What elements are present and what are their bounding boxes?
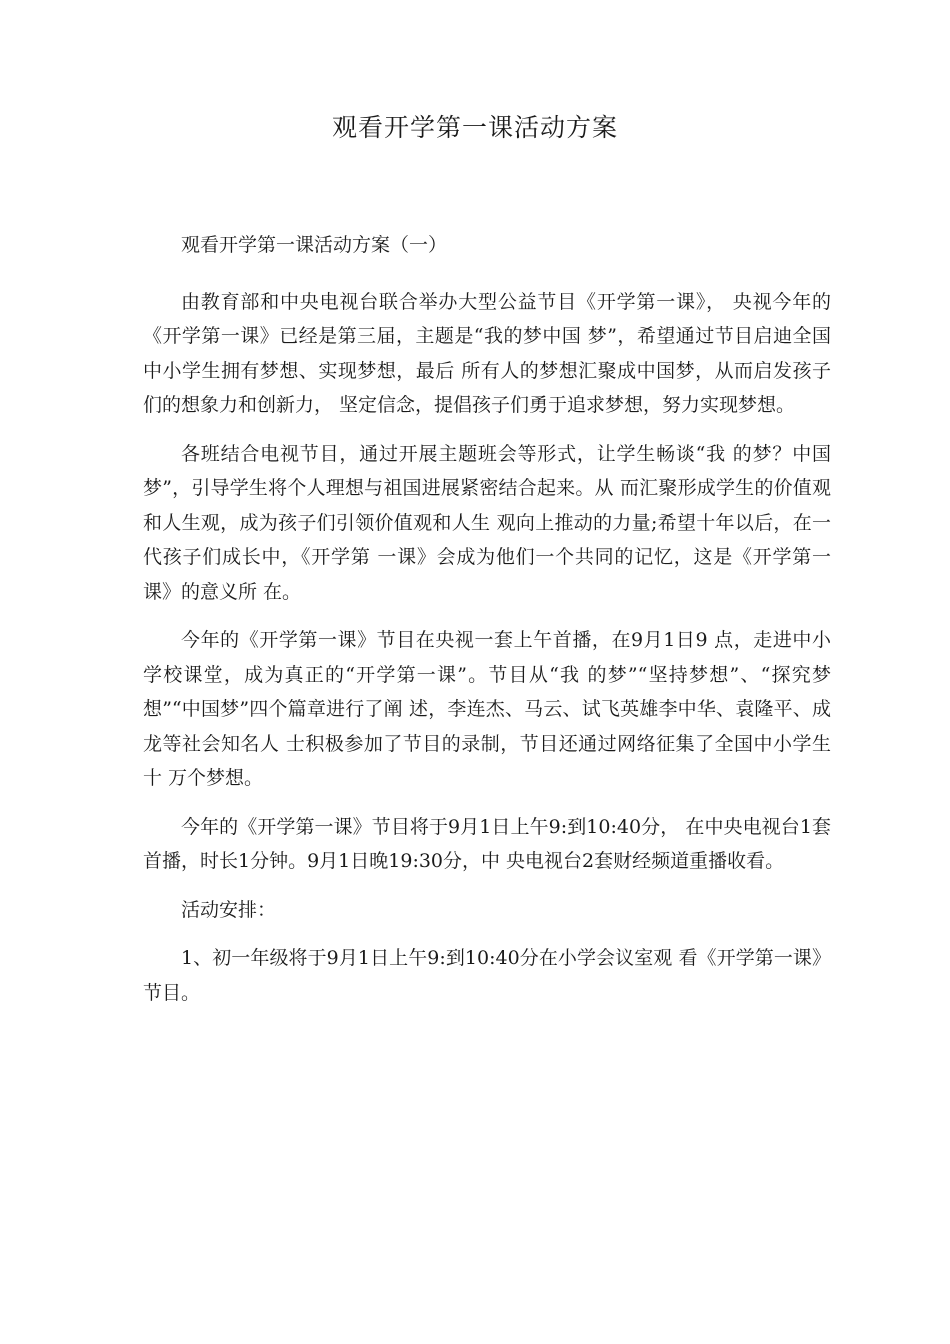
paragraph: 今年的《开学第一课》节目在央视一套上午首播，在9月1日9 点，走进中小学校课堂，成为真正的“开学第一课”。节目从“我 的梦”“坚持梦想”、“探究梦想”“中国梦”四个篇章进行了阐 述，李连杰、马云、试飞英雄李中华、袁隆平、成龙等社会知名人 士积极参加了节目的录制，节目还通过网络征集了全国中小学生十 万个梦想。 <box>143 629 831 789</box>
paragraph: 1、初一年级将于9月1日上午9:到10:40分在小学会议室观 看《开学第一课》节目。 <box>143 947 831 1004</box>
document-body <box>143 228 831 1024</box>
document-title: 观看开学第一课活动方案 <box>331 113 618 142</box>
section-heading: 观看开学第一课活动方案（一） <box>181 234 448 256</box>
paragraph: 各班结合电视节目，通过开展主题班会等形式，让学生畅谈“我 的梦？中国梦”，引导学生将个人理想与祖国进展紧密结合起来。从 而汇聚形成学生的价值观和人生观，成为孩子们引领价值观和人生 观向上推动的力量;希望十年以后，在一代孩子们成长中，《开学第 一课》会成为他们一个共同的记忆，这是《开学第一课》的意义所 在。 <box>143 442 831 603</box>
paragraph: 今年的《开学第一课》节目将于9月1日上午9:到10:40分， 在中央电视台1套首播，时长1分钟。9月1日晚19:30分，中 央电视台2套财经频道重播收看。 <box>143 815 831 872</box>
paragraph: 由教育部和中央电视台联合举办大型公益节目《开学第一课》， 央视今年的《开学第一课》已经是第三届，主题是“我的梦中国 梦”，希望通过节目启迪全国中小学生拥有梦想、实现梦想，最后 所有人的梦想汇聚成中国梦，从而启发孩子们的想象力和创新力， 坚定信念，提倡孩子们勇于追求梦想，努力实现梦想。 <box>143 290 831 416</box>
activity-heading: 活动安排： <box>181 898 277 921</box>
